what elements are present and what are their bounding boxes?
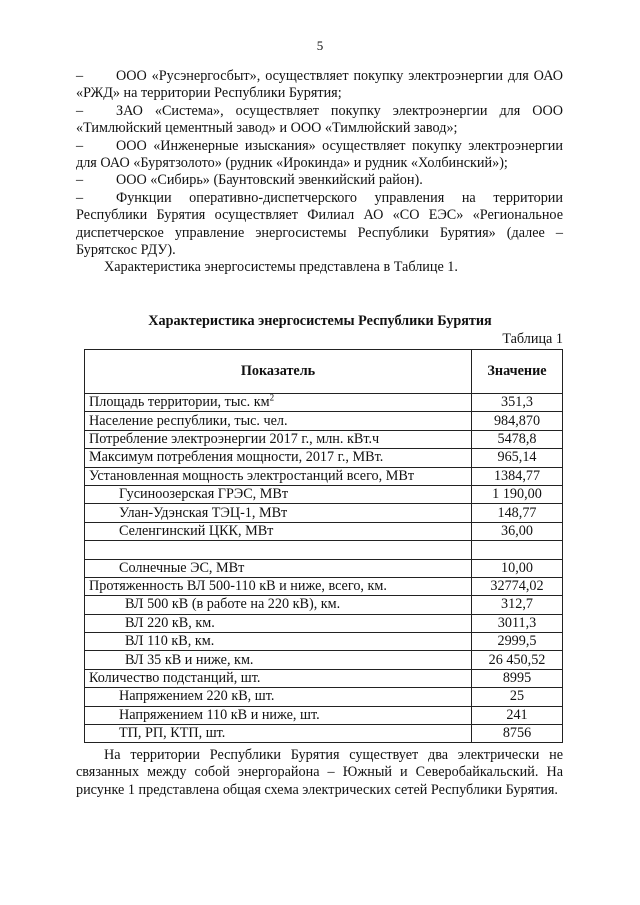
intro-sentence: Характеристика энергосистемы представлена в Таблице 1. [104,259,458,276]
row-label [85,651,472,669]
table-row [85,522,563,540]
row-value: 148,77 [472,504,563,522]
row-value: 8756 [472,725,563,743]
table-row [85,412,563,430]
row-label-text: Селенгинский ЦКК, МВт [119,522,274,539]
superscript: 2 [269,392,275,403]
row-label [85,412,472,430]
table-label: Таблица 1 [502,331,563,347]
row-value: 965,14 [472,449,563,467]
row-label [85,504,472,522]
row-label [85,467,472,485]
table-row [85,485,563,503]
energy-table [84,349,563,743]
row-label-text: Потребление электроэнергии 2017 г., млн. кВт.ч [89,430,380,447]
table-row [85,559,563,577]
row-value: 32774,02 [472,577,563,595]
table-row [85,394,563,412]
row-label [85,614,472,632]
row-label [85,725,472,743]
row-label-text: Площадь территории, тыс. км [89,394,270,411]
list-item [76,138,563,173]
closing-paragraph: На территории Республики Бурятия существует два электрически не связанных между собой энергорайона – Южный и Северобайкальский. На рисунке 1 представлена общая схема электрических сетей Республики Бурятия. [76,747,563,798]
row-label-text: Солнечные ЭС, МВт [119,559,245,576]
table-body [85,394,563,743]
list-item [76,172,563,189]
row-label [85,596,472,614]
row-label-text: Гусиноозерская ГРЭС, МВт [119,486,289,503]
row-value [472,541,563,559]
list-item-text: ЗАО «Система», осуществляет покупку электроэнергии для ООО «Тимлюйский цементный завод» и ООО «Тимлюйский завод»; [76,102,563,137]
row-label [85,541,472,559]
row-value: 2999,5 [472,633,563,651]
table-row [85,449,563,467]
row-label [85,669,472,687]
table-row [85,688,563,706]
table-header-row [85,350,563,394]
table-row [85,633,563,651]
row-label-text: ВЛ 500 кВ (в работе на 220 кВ), км. [125,596,341,613]
header-value: Значение [472,350,563,394]
row-label [85,559,472,577]
row-value: 241 [472,706,563,724]
table-row [85,430,563,448]
table-row [85,577,563,595]
row-label-text: Максимум потребления мощности, 2017 г., МВт. [89,449,384,466]
table-row [85,541,563,559]
row-label-text: Напряжением 110 кВ и ниже, шт. [119,706,320,723]
row-value: 3011,3 [472,614,563,632]
row-label [85,522,472,540]
table-row [85,725,563,743]
row-label [85,688,472,706]
row-label-text: Напряжением 220 кВ, шт. [119,688,275,705]
list-dash: – [76,68,84,84]
row-label [85,633,472,651]
page-number: 5 [316,38,324,53]
row-value: 351,3 [472,394,563,412]
row-label-text: ВЛ 35 кВ и ниже, км. [125,651,254,668]
list-item-text: Функции оперативно-диспетчерского управления на территории Республики Бурятия осуществляет Филиал АО «СО ЕЭС» «Региональное диспетчерское управление энергосистемы Республики Бурятия» (далее – Бурятскос РДУ). [76,189,563,259]
row-label [85,430,472,448]
table-row [85,651,563,669]
list-item-text: ООО «Инженерные изыскания» осуществляет покупку электроэнергии для ОАО «Бурятзолото» (рудник «Ирокинда» и рудник «Холбинский»); [76,137,563,172]
row-label-text: Протяженность ВЛ 500-110 кВ и ниже, всего, км. [89,578,387,595]
row-value: 26 450,52 [472,651,563,669]
row-label [85,394,472,412]
row-label-text: Улан-Удэнская ТЭЦ-1, МВт [119,504,288,521]
row-label [85,706,472,724]
row-label-text: ВЛ 220 кВ, км. [125,614,215,631]
list-item-text: ООО «Русэнергосбыт», осуществляет покупку электроэнергии для ОАО «РЖД» на территории Республики Бурятия; [76,68,563,102]
row-value: 25 [472,688,563,706]
table-row [85,706,563,724]
row-label [85,485,472,503]
table-row [85,614,563,632]
table-row [85,467,563,485]
list-item [76,103,563,138]
list-item-text: ООО «Сибирь» (Баунтовский эвенкийский район). [116,172,423,189]
row-value: 984,870 [472,412,563,430]
row-label [85,577,472,595]
body-text-top [76,68,563,277]
row-label-text: ВЛ 110 кВ, км. [125,633,215,650]
list-dash: – [76,189,84,206]
table-row [85,669,563,687]
row-value: 312,7 [472,596,563,614]
row-value: 5478,8 [472,430,563,448]
row-label-text: Установленная мощность электростанций всего, МВт [89,467,415,484]
table-title: Характеристика энергосистемы Республики Бурятия [148,313,492,329]
list-dash: – [76,172,84,189]
row-value: 10,00 [472,559,563,577]
row-label [85,449,472,467]
row-label-text: Количество подстанций, шт. [89,670,261,687]
row-label-text: Население республики, тыс. чел. [89,412,288,429]
list-dash: – [76,102,84,119]
list-item [76,190,563,260]
list-item [76,68,563,103]
row-value: 8995 [472,669,563,687]
row-value: 1 190,00 [472,485,563,503]
row-label-text: ТП, РП, КТП, шт. [119,725,226,742]
closing-paragraph-block [76,747,563,799]
table-row [85,504,563,522]
row-value: 36,00 [472,522,563,540]
list-dash: – [76,137,84,154]
header-indicator: Показатель [85,350,472,394]
row-value: 1384,77 [472,467,563,485]
table-row [85,596,563,614]
